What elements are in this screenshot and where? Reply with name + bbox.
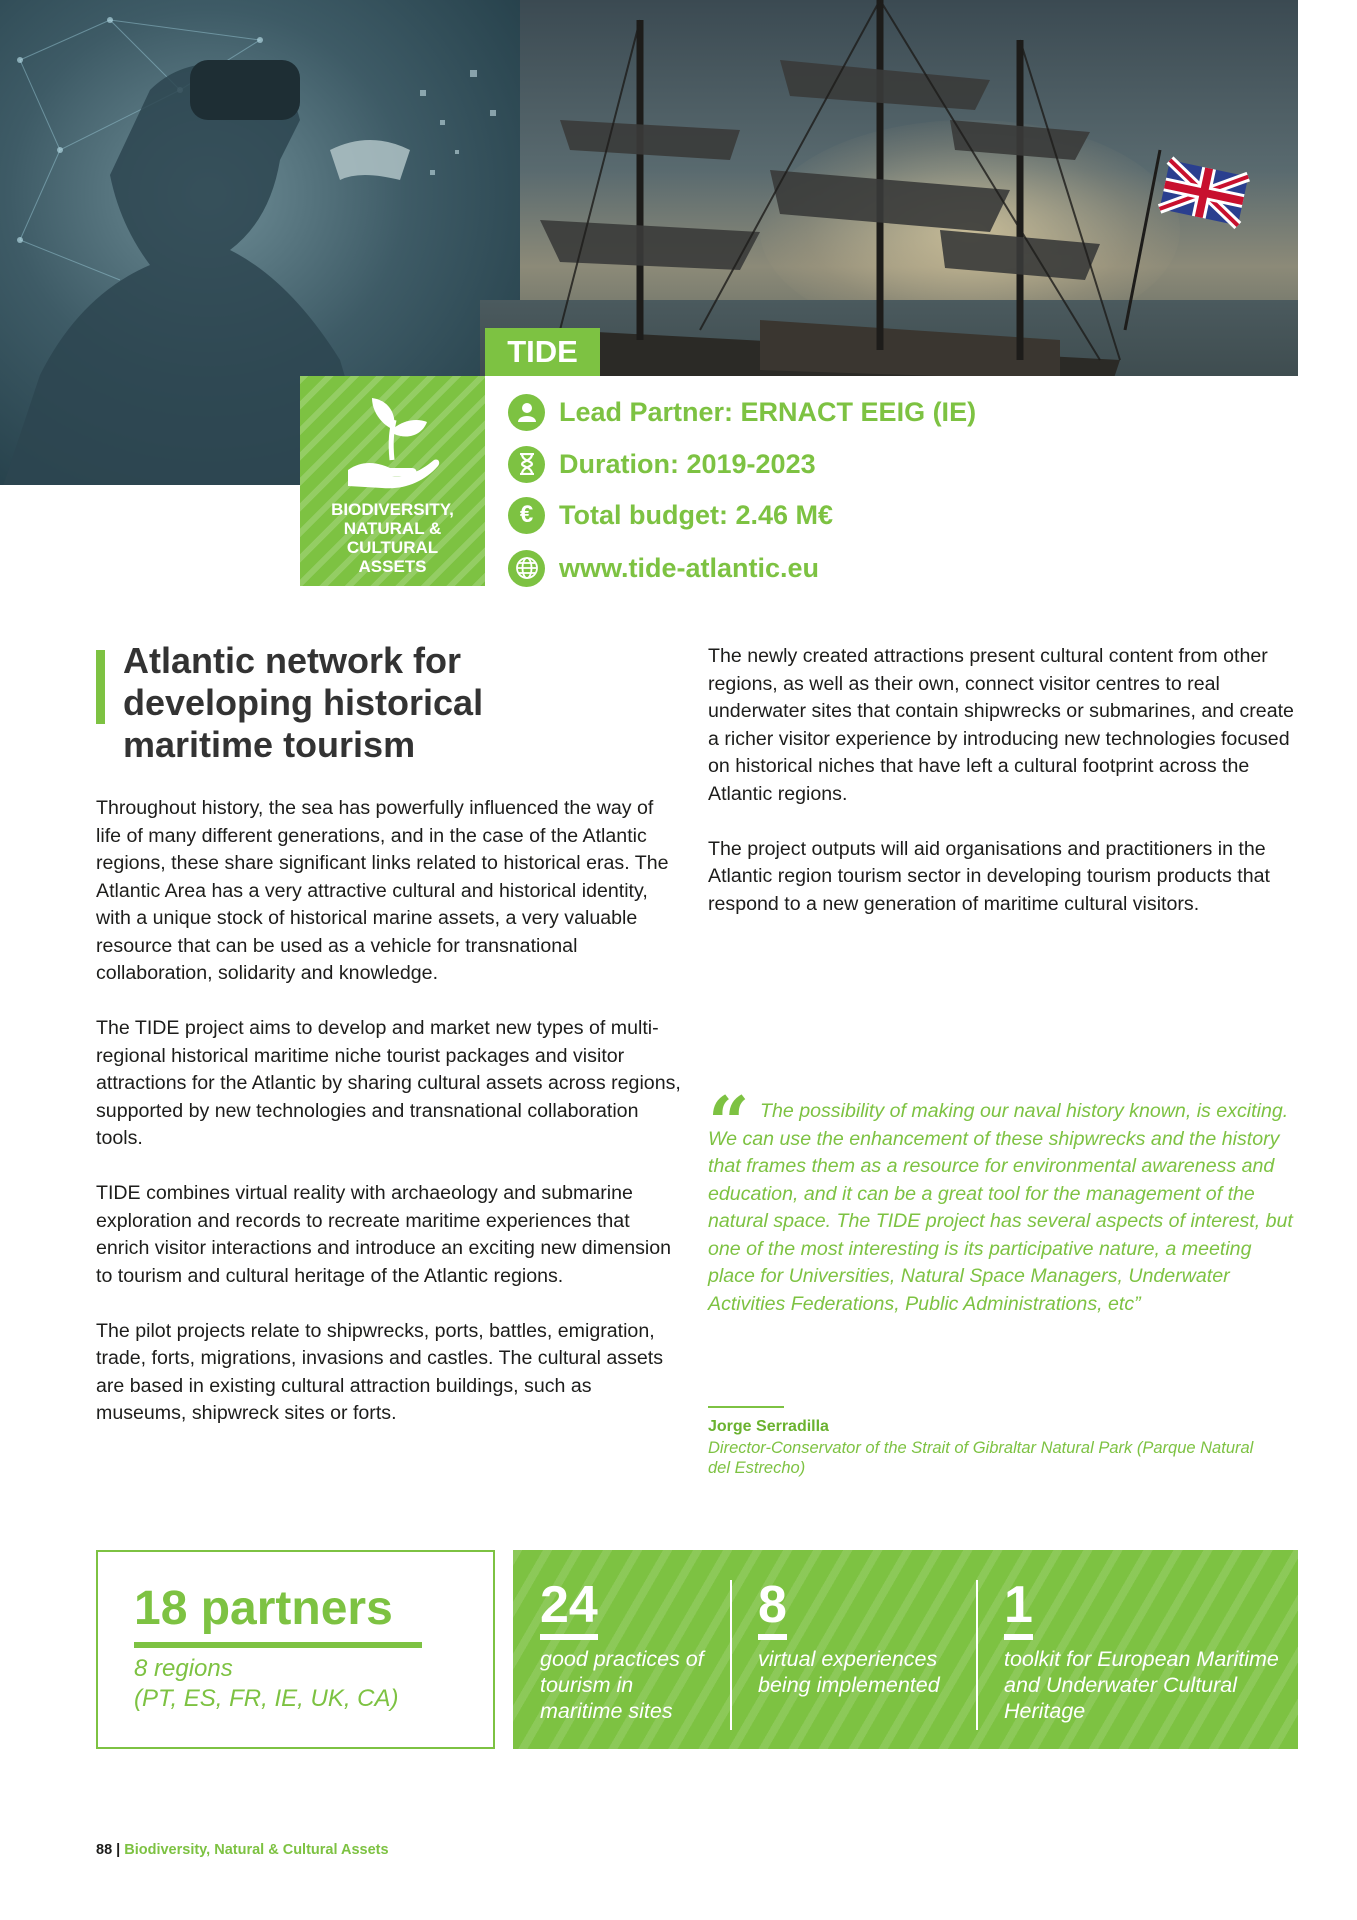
page-number: 88 | (96, 1842, 121, 1858)
stat-number-value: 1 (1004, 1576, 1033, 1634)
stat-number-value: 24 (540, 1576, 598, 1634)
quote-author: Jorge Serradilla (708, 1418, 829, 1435)
stat-description: virtual experiences being implemented (758, 1647, 940, 1697)
stat-divider (976, 1580, 978, 1730)
duration-row (508, 444, 816, 484)
globe-icon (508, 550, 545, 587)
budget-row (508, 495, 833, 535)
paragraph: The pilot projects relate to shipwrecks, ports, battles, emigration, trade, forts, migrations, invasions and castles. The cultural assets are based in existing cultural attraction buildings, such as museums, shipwreck sites or forts. (96, 1319, 664, 1424)
testimonial-quote (708, 1098, 1298, 1318)
stat-underline (540, 1634, 598, 1640)
stat-number-value: 8 (758, 1576, 787, 1634)
project-tag: TIDE (485, 328, 600, 376)
paragraph: The TIDE project aims to develop and market new types of multi-regional historical maritime niche tourist packages and visitor attractions for the Atlantic by sharing cultural assets across regions, supported by new technologies and transnational collaboration tools. (96, 1017, 681, 1149)
stat-underline (1004, 1634, 1033, 1640)
paragraph: Throughout history, the sea has powerfully influenced the way of life of many different generations, and in the case of the Atlantic regions, these share significant links related to historical eras. The Atlantic Area has a very attractive cultural and historical identity, with a unique stock of historical marine assets, a very valuable resource that can be used as a vehicle for transnational collaboration, solidarity and knowledge. (96, 797, 669, 984)
stat-good-practices (540, 1576, 710, 1724)
regions-text (134, 1654, 474, 1714)
theme-line-2: NATURAL & (343, 519, 442, 538)
stat-number (1004, 1576, 1033, 1640)
theme-line-1: BIODIVERSITY, (331, 500, 454, 519)
theme-line-4: ASSETS (358, 557, 427, 576)
hourglass-icon (508, 446, 545, 483)
plant-in-hand-icon (342, 390, 442, 495)
title-accent-bar (96, 650, 105, 724)
quote-mark-icon: “ (708, 1080, 750, 1165)
stat-toolkit (1004, 1576, 1289, 1724)
paragraph: The project outputs will aid organisations and practitioners in the Atlantic region tourism sector in developing tourism products that respond to a new generation of maritime cultural visitors. (708, 837, 1270, 915)
article-right-column (708, 643, 1298, 946)
stat-virtual-experiences (758, 1576, 958, 1698)
website-row (508, 548, 819, 588)
quote-author-role: Director-Conservator of the Strait of Gibraltar Natural Park (Parque Natural del Estrecho) (708, 1439, 1254, 1477)
lead-partner-row (508, 392, 976, 432)
theme-line-3: CULTURAL (346, 538, 439, 557)
partners-stat-box (96, 1550, 495, 1749)
stat-underline (758, 1634, 787, 1640)
duration: Duration: 2019-2023 (559, 448, 816, 479)
euro-icon: € (508, 497, 545, 534)
article-left-column (96, 795, 681, 1455)
theme-badge (300, 376, 485, 586)
regions-list: (PT, ES, FR, IE, UK, CA) (134, 1685, 399, 1712)
regions-count: 8 regions (134, 1655, 233, 1682)
quote-divider (708, 1406, 784, 1408)
footer-section-title: Biodiversity, Natural & Cultural Assets (124, 1842, 389, 1858)
theme-label (300, 500, 485, 576)
paragraph: The newly created attractions present cultural content from other regions, as well as their own, connect visitor centres to real underwater sites that contain shipwrecks or submarines, and create a richer visitor experience by introducing new technologies focused on historical niches that have left a cultural footprint across the Atlantic regions. (708, 645, 1294, 805)
person-icon (508, 394, 545, 431)
website-link[interactable]: www.tide-atlantic.eu (559, 552, 820, 583)
paragraph: TIDE combines virtual reality with archaeology and submarine exploration and records to recreate maritime experiences that enrich visitor interactions and introduce an exciting new dimension to tourism and cultural heritage of the Atlantic regions. (96, 1182, 672, 1287)
stat-number (758, 1576, 787, 1640)
stat-divider (730, 1580, 732, 1730)
partners-count: 18 partners (134, 1582, 393, 1635)
lead-partner: Lead Partner: ERNACT EEIG (IE) (559, 396, 977, 427)
stat-description: good practices of tourism in maritime sites (540, 1647, 704, 1723)
total-budget: Total budget: 2.46 M€ (559, 499, 834, 530)
article-title: Atlantic network for developing historical maritime tourism (123, 640, 484, 765)
stat-number (540, 1576, 598, 1640)
stat-description: toolkit for European Maritime and Underwater Cultural Heritage (1004, 1647, 1279, 1723)
stats-band (513, 1550, 1298, 1749)
quote-text: The possibility of making our naval history known, is exciting. We can use the enhancement of these shipwrecks and the history that frames them as a resource for environmental awareness and education, and it can be a great tool for the management of the natural space. The TIDE project has several aspects of interest, but one of the most interesting is its participative nature, a meeting place for Universities, Natural Space Managers, Underwater Activities Federations, Public Administrations, etc” (708, 1100, 1293, 1315)
page-footer (96, 1842, 389, 1858)
partners-underline (134, 1642, 422, 1648)
